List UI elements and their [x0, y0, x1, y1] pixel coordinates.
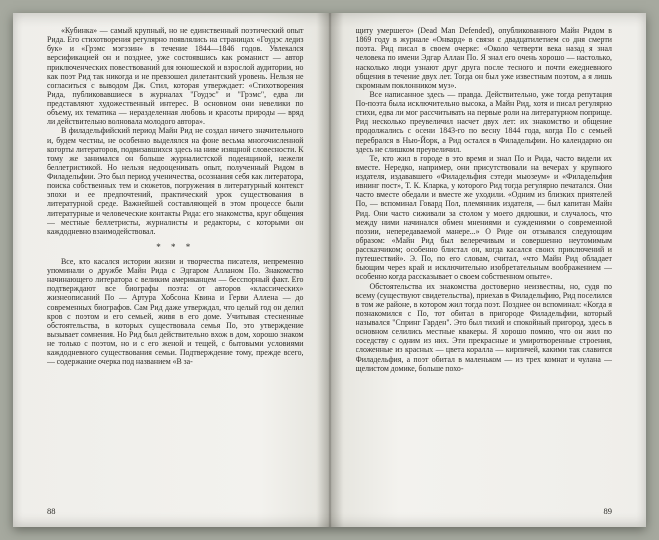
- paragraph: «Кубинка» — самый крупный, но не единственный поэтический опыт Рида. Его стихотворения регулярно появлялись на страницах «Гоудэс ледиз бук» и «Грэмс мэгэзин» в течение 1844—1846 годов. Увлекался версификацией он и позднее, уже состоявшись как романист — автор приключенческих повествований для юношеской и взрослой аудитории, но как поэт Рид так никогда и не превзошел дилетантский уровень. Нельзя не согласиться с выводом Дж. Стил, которая утверждает: «Стихотворения Рида, публиковавшиеся в журналах "Гоудэс" и "Грэмс", едва ли представляют художественный интерес. В основном они невелики по объему, их тематика — неразделенная любовь и красоты природы — вряд ли действительно волновала молодого автора».: [47, 26, 304, 127]
- page-number-left: 88: [47, 506, 56, 516]
- paragraph-continuation: щиту умершего» (Dead Man Defended), опубликованного Майн Ридом в 1869 году в журнале «Онвард» в связи с двадцатилетием со дня смерти поэта. Рид писал в своем очерке: «Около четверти века назад я знал человека по имени Эдгар Аллан По. Я знал его очень хорошо — настолько, насколько люди узнают друг друга после тесного и почти ежедневного общения в течение двух лет. Тогда он был уже известным поэтом, а я лишь скромным поклонником муз».: [355, 26, 612, 90]
- page-right: [330, 13, 647, 527]
- page-right-text: [356, 26, 613, 508]
- paragraph: Обстоятельства их знакомства достоверно неизвестны, но, судя по всему (существуют свидетельства), приехав в Филадельфию, Рид поселился в том же районе, в котором жил тогда поэт. Позднее он вспоминал: «Когда я познакомился с По, тот обитал в пригороде Филадельфии, который назывался "Спринг Гарден". Это был тихий и спокойный пригород, здесь в основном селились местные квакеры. Я хорошо помню, что он жил по соседству с одним из них. Эти прекрасные и умиротворенные строения, сложенные из красных — цвета коралла — кирпичей, какими так славится Филадельфия, а поэт обитал в маленьком — из трех комнат и чулана — щелистом домике, больше похо-: [355, 281, 612, 373]
- page-left-text: [47, 26, 304, 508]
- page-number-right: 89: [603, 506, 612, 516]
- page-left: [13, 13, 330, 527]
- section-separator: * * *: [156, 241, 195, 252]
- paragraph: В филадельфийский период Майн Рид не создал ничего значительного и, будем честны, не особенно выделялся на фоне весьма многочисленной когорты литераторов, подвизавшихся здесь на ниве изящной словесности. К тому же занимался он больше журналистской поденщиной, нежели беллетристикой. Но нельзя недооценивать опыт, полученный Ридом в Филадельфии. Это был период ученичества, осознания себя как литератора, поиска собственных тем и сюжетов, погружения в литературный контекст эпохи и ее предпочтений, практический урок существования в литературной среде. Важнейшей составляющей в этом процессе были литературные и человеческие контакты Рида: его знакомства, круг общения — местные беллетристы, журналисты и редакторы, с которыми он каждодневно взаимодействовал.: [47, 126, 304, 236]
- book-spread: [13, 13, 646, 527]
- paragraph: Все написанное здесь — правда. Действительно, уже тогда репутация По-поэта была исключительно высока, а Майн Рид, хотя и писал регулярно стихи, едва ли мог рассчитывать на первые роли на литературном поприще. Рид несколько преувеличил насчет двух лет: их знакомство и общение продолжались с осени 1843-го по весну 1844 года, когда По с семьей перебрался в Нью-Йорк, а Рид остался в Филадельфии. Но календарно он здесь не слишком преувеличил.: [355, 89, 612, 154]
- paragraph: Все, кто касался истории жизни и творчества писателя, непременно упоминали о дружбе Майн Рида с Эдгаром Алланом По. Знакомство начинающего литератора с великим американцем — бесспорный факт. Его подтверждают все биографы поэта: от авторов «классических» жизнеописаний По — Артура Хобсона Квина и Герви Аллена — до современных биографов. Сам Рид даже утверждал, что целый год он делил кров с поэтом и его семьей, живя в его доме. Учитывая стесненные обстоятельства, в которых существовала семья По, это утверждение вызывает сомнения. Но Рид был действительно вхож в дом, хорошо знаком не только с поэтом, но и с его женой и тещей, с бытовыми условиями каждодневного существования семьи. Подтверждение тому, прежде всего, — содержание очерка под названием «В за-: [47, 256, 304, 367]
- paragraph: Те, кто жил в городе в это время и знал По и Рида, часто видели их вместе. Нередко, например, они присутствовали на вечерах у крупного издателя, издававшего «Филадельфия сэтеди мьюзеум» и «Филадельфия ивнинг пост», Т. К. Кларка, у которого Рид тогда регулярно печатался. Они часто вместе обедали и вместе же уходили. «Одним из близких приятелей По, — вспоминал Говард Пол, племянник издателя, — был капитан Майн Рид. Они часто сиживали за столом у моего дядюшки, и случалось, что между ними начинался обмен мнениями и суждениями о современной поэзии, непередаваемой манере...» О Риде он отзывался следующим образом: «Майн Рид был велеречивым и совершенно неутомимым рассказчиком; особенно блистал он, когда касался своих приключений и путешествий». Э. По, по его словам, считал, «что Майн Рид обладает бьющим через край и исключительно изобретательным воображением — особенно когда рассказывает о своем собственном опыте».: [355, 153, 612, 282]
